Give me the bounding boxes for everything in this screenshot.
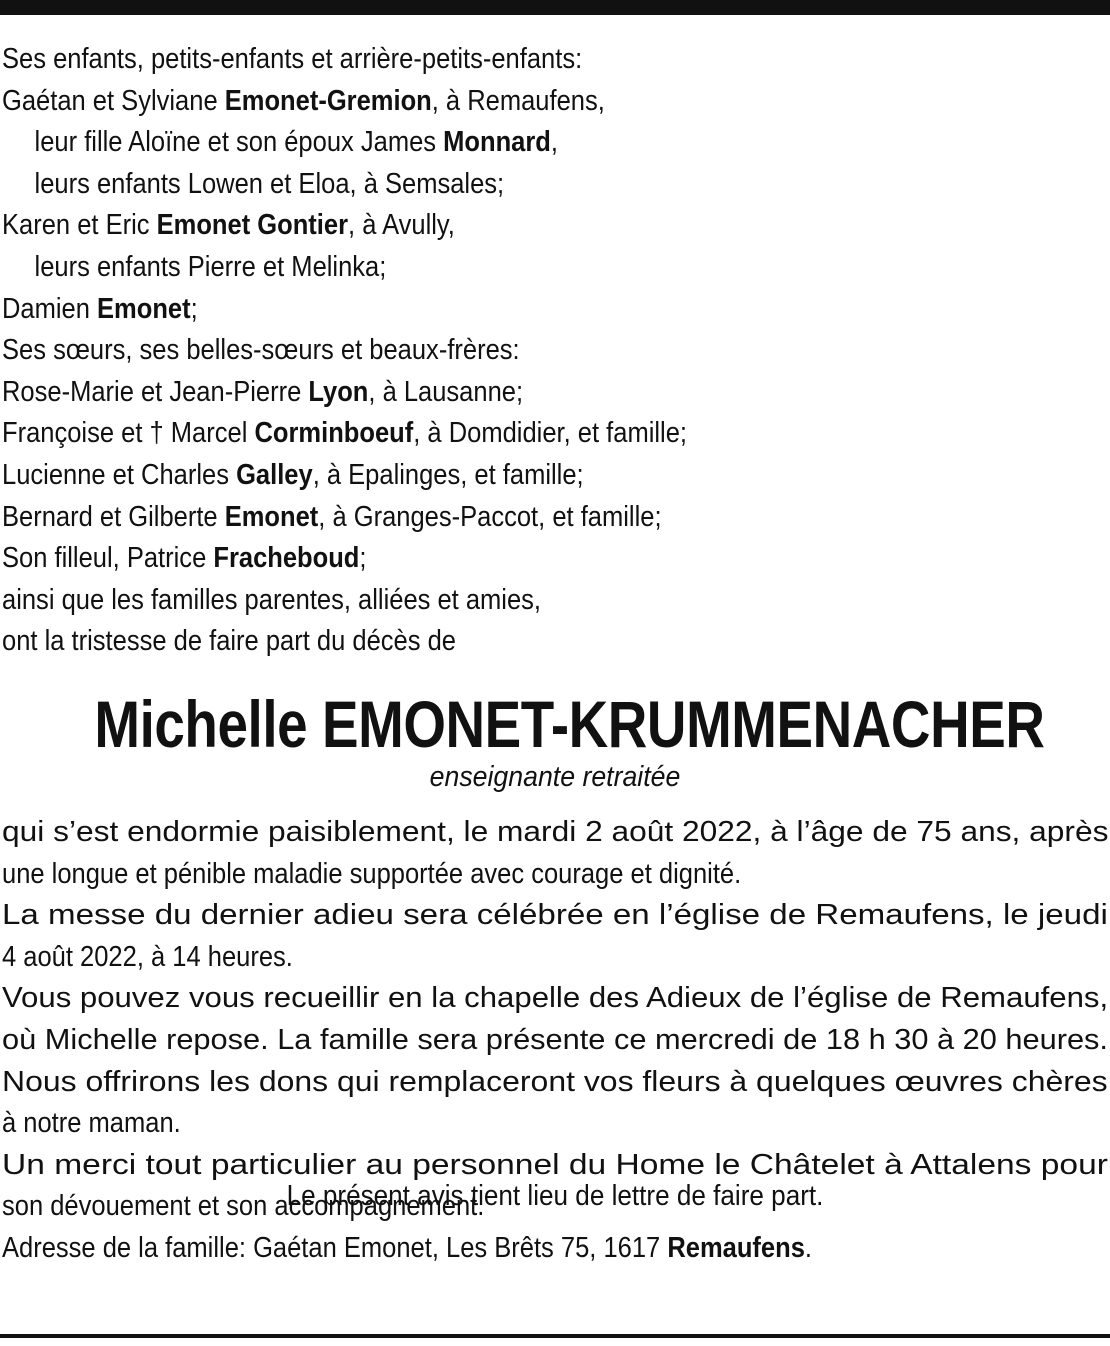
- body-line: [2, 854, 975, 896]
- top-rule: [0, 0, 1110, 15]
- family-intro: Ses enfants, petits-enfants et arrière-petits-enfants:: [2, 43, 583, 75]
- body-line: [2, 1228, 975, 1270]
- family-line: [2, 413, 975, 455]
- family-text-normal: Damien: [2, 292, 98, 325]
- family-line: [2, 497, 975, 539]
- family-text-normal: Ses sœurs, ses belles-sœurs et beaux-frères:: [2, 334, 520, 367]
- body-text-normal: Un merci tout particulier au personnel du Home le Châtelet à Attalens pour: [2, 1148, 1108, 1181]
- body-text-normal: .: [804, 1231, 812, 1264]
- family-text-normal: Karen et Eric: [2, 209, 157, 242]
- family-line: [2, 372, 975, 414]
- family-text-bold: Emonet-Gremion: [224, 84, 432, 117]
- family-text-normal: ;: [359, 542, 367, 575]
- family-text-normal: , à Domdidier, et famille;: [413, 417, 687, 450]
- family-text-normal: Lucienne et Charles: [2, 458, 237, 491]
- family-text-bold: Fracheboud: [213, 542, 360, 575]
- family-text-normal: , à Avully,: [348, 209, 455, 242]
- family-text-normal: ,: [550, 126, 558, 159]
- family-line: [2, 621, 975, 663]
- family-line: [2, 289, 975, 331]
- family-line: [2, 122, 975, 164]
- family-text-normal: Bernard et Gilberte: [2, 500, 225, 533]
- body-text-normal: son dévouement et son accompagnement.: [2, 1190, 485, 1223]
- body-line: [2, 978, 1110, 1020]
- body-text-normal: à notre maman.: [2, 1107, 181, 1140]
- family-text-normal: , à Lausanne;: [368, 375, 524, 408]
- body-text-normal: Vous pouvez vous recueillir en la chapelle des Adieux de l’église de Remaufens,: [2, 982, 1109, 1015]
- family-text-normal: leurs enfants Pierre et Melinka;: [34, 250, 387, 283]
- family-text-bold: Corminboeuf: [254, 417, 414, 450]
- body-text-bold: Remaufens: [667, 1231, 805, 1264]
- body-text-normal: Nous offrirons les dons qui remplaceront vos fleurs à quelques œuvres chères: [2, 1065, 1108, 1098]
- family-line: [2, 455, 975, 497]
- family-text-normal: , à Granges-Paccot, et famille;: [318, 500, 662, 533]
- family-text-normal: ;: [190, 292, 198, 325]
- family-text-normal: Françoise et † Marcel: [2, 417, 255, 450]
- deceased-name: Michelle EMONET-KRUMMENACHER: [94, 687, 1045, 761]
- body-text-normal: La messe du dernier adieu sera célébrée en l’église de Remaufens, le jeudi: [2, 899, 1108, 932]
- body-text-normal: où Michelle repose. La famille sera présente ce mercredi de 18 h 30 à 20 heures.: [2, 1023, 1108, 1056]
- family-line: [2, 247, 975, 289]
- body-text-normal: une longue et pénible maladie supportée avec courage et dignité.: [2, 857, 742, 890]
- family-text-bold: Emonet Gontier: [156, 209, 349, 242]
- family-line: [2, 538, 975, 580]
- family-line: [2, 164, 975, 206]
- family-text-bold: Galley: [236, 458, 313, 491]
- deceased-profession: enseignante retraitée: [429, 761, 681, 793]
- body-line: [2, 1020, 1110, 1062]
- body-text-normal: qui s’est endormie paisiblement, le mardi 2 août 2022, à l’âge de 75 ans, après: [2, 816, 1109, 848]
- family-line: [2, 205, 975, 247]
- family-list: [2, 39, 1108, 663]
- family-text-normal: Son filleul, Patrice: [2, 542, 214, 575]
- body-line: [2, 812, 1110, 854]
- body-text-normal: Adresse de la famille: Gaétan Emonet, Les Brêts 75, 1617: [2, 1231, 668, 1264]
- family-text-normal: Rose-Marie et Jean-Pierre: [2, 375, 309, 408]
- family-text-bold: Monnard: [443, 126, 551, 159]
- family-line: [2, 580, 975, 622]
- family-line: [2, 330, 975, 372]
- body-line: [2, 1062, 1110, 1104]
- family-text-normal: ainsi que les familles parentes, alliées et amies,: [2, 583, 542, 616]
- closing-statement: Le présent avis tient lieu de lettre de faire part.: [286, 1180, 824, 1212]
- family-text-bold: Emonet: [224, 500, 319, 533]
- family-entries: [2, 81, 1108, 663]
- family-text-normal: leurs enfants Lowen et Eloa, à Semsales;: [34, 167, 505, 200]
- family-text-normal: ont la tristesse de faire part du décès de: [2, 625, 456, 658]
- body-line: [2, 937, 975, 979]
- bottom-rule: [0, 1334, 1110, 1338]
- body-line: [2, 895, 1110, 937]
- family-line: [2, 81, 975, 123]
- family-text-normal: leur fille Aloïne et son époux James: [34, 126, 444, 159]
- body-text-normal: 4 août 2022, à 14 heures.: [2, 940, 293, 973]
- family-text-normal: , à Remaufens,: [431, 84, 605, 117]
- family-text-normal: , à Epalinges, et famille;: [312, 458, 584, 491]
- family-text-normal: Gaétan et Sylviane: [2, 84, 225, 117]
- family-text-bold: Emonet: [97, 292, 191, 325]
- family-text-bold: Lyon: [308, 375, 369, 408]
- body-line: [2, 1103, 975, 1145]
